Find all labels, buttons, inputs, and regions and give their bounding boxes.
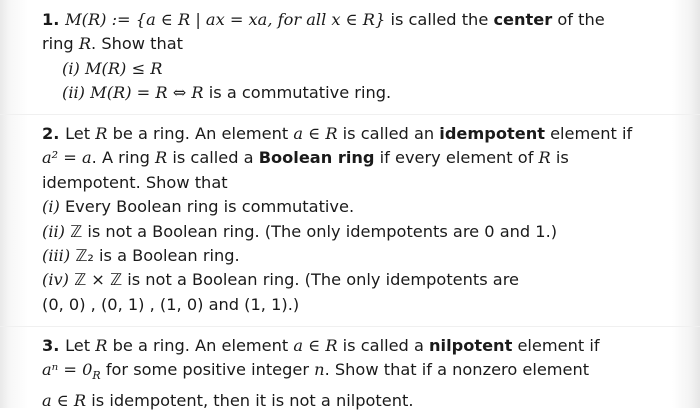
problem-number: 2.	[42, 124, 66, 143]
term-nilpotent: nilpotent	[429, 336, 513, 355]
problem-2-part-i	[42, 195, 662, 219]
text-segment: is called the	[385, 10, 494, 29]
math-segment: n	[314, 360, 325, 380]
text-segment: ring	[42, 34, 79, 54]
text-segment: ℤ is not a Boolean ring. (The only idempotents are 0 and 1.)	[70, 221, 558, 241]
text-segment: . A ring	[91, 148, 155, 168]
text-segment: Let	[65, 124, 96, 143]
text-segment: is called an	[337, 124, 440, 143]
problem-1-line-1	[42, 8, 662, 32]
problem-2-part-iv	[42, 268, 662, 292]
text-segment: element if	[544, 124, 633, 143]
math-segment: (iv)	[42, 270, 75, 290]
text-segment: if every element of	[374, 148, 539, 168]
text-segment: ℤ × ℤ is not a Boolean ring. (The only idempotents are	[74, 270, 519, 290]
text-segment: ℤ₂ is a Boolean ring.	[75, 246, 240, 266]
math-segment: R	[95, 336, 108, 355]
math-segment: (i) M(R) ≤ R	[62, 58, 163, 78]
text-segment: is idempotent, then it is not a nilpotent.	[86, 391, 414, 411]
text-segment: is	[550, 148, 569, 168]
problem-2-line-2	[42, 146, 662, 170]
math-segment: a ∈ R	[42, 391, 87, 411]
math-segment: R	[95, 124, 108, 143]
text-segment: is called a	[337, 336, 430, 355]
text-segment: be a ring. An element	[107, 124, 294, 143]
text-segment: element if	[512, 336, 600, 355]
text-segment: Let	[65, 336, 96, 355]
problem-number: 3.	[42, 336, 66, 355]
text-segment: of the	[552, 10, 605, 29]
text-segment: idempotent. Show that	[42, 172, 228, 192]
term-idempotent: idempotent	[439, 124, 545, 143]
math-segment: a ∈ R	[293, 124, 338, 143]
text-segment: Every Boolean ring is commutative.	[59, 197, 355, 217]
math-segment: aⁿ = 0	[42, 360, 93, 380]
text-segment: . Show that	[91, 34, 184, 54]
term-center: center	[493, 10, 553, 29]
problem-2-part-iii	[42, 244, 662, 268]
math-segment: (ii) M(R) = R ⇔ R	[62, 83, 204, 103]
text-segment: is called a	[167, 148, 259, 168]
problem-3-line-1	[42, 334, 662, 358]
math-segment: a² = a	[42, 148, 92, 168]
problem-3-line-2	[42, 358, 662, 389]
term-boolean-ring: Boolean ring	[258, 148, 375, 168]
math-segment: R	[78, 34, 92, 54]
problem-number: 1.	[42, 10, 66, 29]
problem-2-line-3	[42, 171, 662, 195]
text-segment: . Show that if a nonzero element	[324, 360, 590, 380]
problem-1-part-i	[42, 57, 662, 81]
math-segment: a ∈ R	[293, 336, 338, 355]
text-segment: for some positive integer	[100, 360, 315, 380]
text-segment: be a ring. An element	[107, 336, 294, 355]
subscript-segment: R	[92, 369, 101, 383]
problem-3	[42, 334, 662, 413]
math-segment: (i)	[42, 197, 60, 217]
problem-3-line-3	[42, 389, 662, 413]
text-segment: is a commutative ring.	[203, 83, 392, 103]
problem-2-line-1	[42, 122, 662, 146]
text-segment: (0, 0) , (0, 1) , (1, 0) and (1, 1).)	[42, 294, 300, 314]
problem-1-line-2	[42, 32, 662, 56]
center-definition: M(R) := {a ∈ R | ax = xa, for all x ∈ R}	[65, 10, 386, 29]
problem-2-part-iv-cont	[42, 293, 662, 317]
math-segment: (iii)	[42, 246, 76, 266]
problem-2	[42, 122, 662, 317]
problem-1	[42, 8, 662, 106]
problem-1-part-ii	[42, 81, 662, 105]
section-divider	[0, 326, 700, 327]
math-segment: R	[538, 148, 551, 168]
math-segment: (ii)	[42, 221, 71, 241]
math-segment: R	[155, 148, 168, 168]
problem-2-part-ii	[42, 220, 662, 244]
section-divider	[0, 114, 700, 115]
